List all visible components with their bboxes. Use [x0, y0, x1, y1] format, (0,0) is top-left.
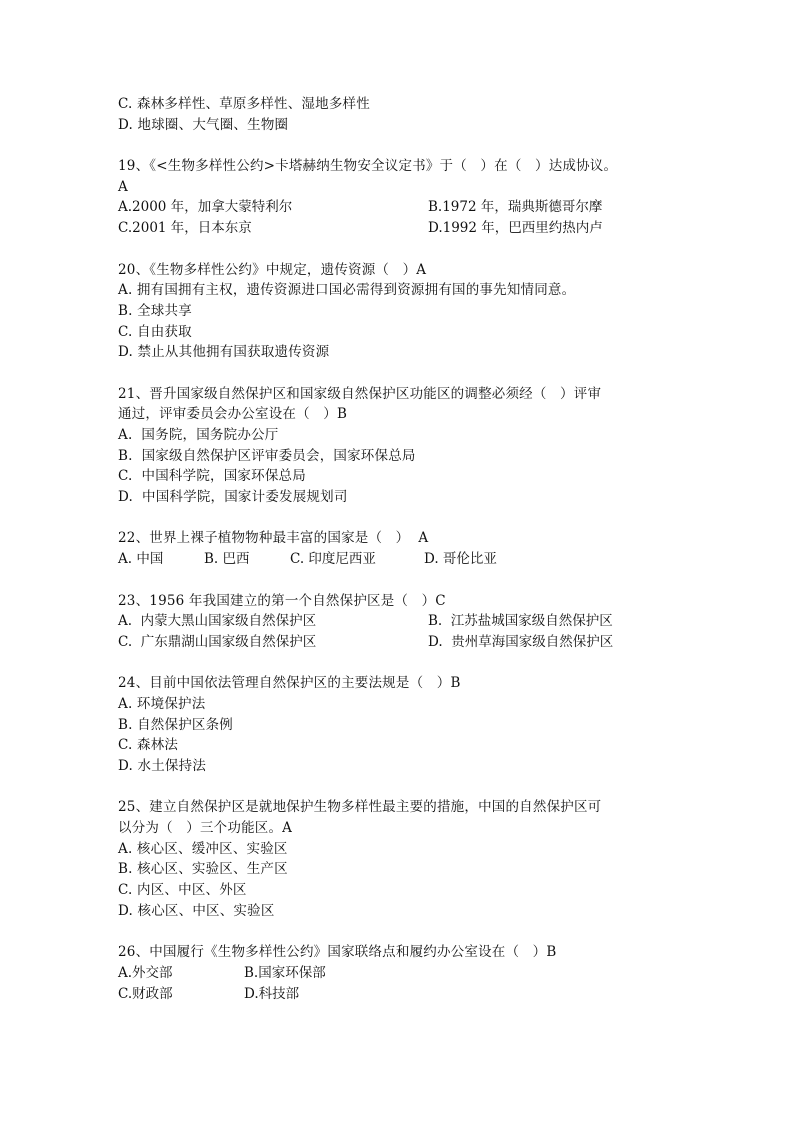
question-stem: 20、《生物多样性公约》中规定，遗传资源（ ）A [118, 261, 427, 278]
question-24 [118, 673, 698, 776]
option-c: C. 森林法 [118, 737, 179, 754]
question-19 [118, 156, 698, 239]
question-stem: 25、建立自然保护区是就地保护生物多样性最主要的措施，中国的自然保护区可 [118, 799, 602, 816]
question-26 [118, 942, 698, 1004]
option-c: C. 印度尼西亚 [290, 551, 376, 568]
question-stem: 26、中国履行《生物多样性公约》国家联络点和履约办公室设在（ ）B [118, 944, 557, 961]
option-d: D. 核心区、中区、实验区 [118, 902, 275, 919]
option-b: B. 自然保护区条例 [118, 716, 234, 733]
option-d: D. 禁止从其他拥有国获取遗传资源 [118, 344, 330, 361]
options-row [118, 197, 698, 218]
question-23 [118, 591, 698, 653]
question-stem-continued: 以分为（ ）三个功能区。A [118, 820, 293, 837]
option-d: D.1992 年，巴西里约热内卢 [428, 220, 603, 237]
option-c: C. 广东鼎湖山国家级自然保护区 [118, 633, 317, 650]
option-b: B. 国家级自然保护区评审委员会，国家环保总局 [118, 447, 416, 464]
question-stem: 23、1956 年我国建立的第一个自然保护区是（ ）C [118, 592, 446, 609]
option-b: B. 核心区、实验区、生产区 [118, 861, 288, 878]
option-c: C.2001 年，日本东京 [118, 220, 252, 237]
option-c: C. 森林多样性、草原多样性、湿地多样性 [118, 96, 370, 112]
option-c: C. 自由获取 [118, 323, 192, 340]
option-c: C.财政部 [118, 985, 173, 1002]
previous-question-options [118, 94, 698, 135]
option-a: A.外交部 [118, 964, 173, 981]
option-b: B.1972 年，瑞典斯德哥尔摩 [428, 199, 603, 216]
options-row [118, 218, 698, 239]
option-d: D. 中国科学院，国家计委发展规划司 [118, 489, 348, 506]
question-20 [118, 260, 698, 363]
option-d: D. 地球圈、大气圈、生物圈 [118, 116, 289, 133]
option-b: B.国家环保部 [244, 964, 326, 981]
option-d: D. 水土保持法 [118, 758, 207, 774]
question-stem-continued: 通过，评审委员会办公室设在（ ）B [118, 406, 348, 423]
option-b: B. 江苏盐城国家级自然保护区 [428, 613, 613, 630]
option-d: D. 贵州草海国家级自然保护区 [428, 633, 614, 650]
question-21 [118, 384, 698, 508]
document-page [118, 94, 698, 1004]
question-22 [118, 528, 698, 569]
option-a: A. 中国 [118, 551, 164, 568]
option-d: D. 哥伦比亚 [424, 551, 497, 568]
option-b: B. 全球共享 [118, 302, 192, 319]
option-a: A. 核心区、缓冲区、实验区 [118, 840, 288, 857]
options-row [118, 611, 698, 632]
question-stem: 22、世界上裸子植物物种最丰富的国家是（ ） A [118, 530, 429, 547]
question-stem: 24、目前中国依法管理自然保护区的主要法规是（ ）B [118, 675, 461, 692]
options-row [118, 632, 698, 653]
option-a: A. 国务院，国务院办公厅 [118, 427, 279, 443]
question-stem: 21、晋升国家级自然保护区和国家级自然保护区功能区的调整必须经（ ）评审 [118, 385, 602, 402]
option-c: C. 内区、中区、外区 [118, 882, 247, 899]
option-a: A. 拥有国拥有主权，遗传资源进口国必需得到资源拥有国的事先知情同意。 [118, 282, 576, 299]
question-answer: A [118, 178, 128, 195]
option-b: B. 巴西 [204, 551, 250, 568]
question-25 [118, 797, 698, 921]
option-c: C. 中国科学院，国家环保总局 [118, 468, 306, 485]
option-a: A. 环境保护法 [118, 695, 206, 712]
options-row [118, 549, 698, 570]
options-row [118, 963, 698, 984]
option-a: A.2000 年，加拿大蒙特利尔 [118, 199, 293, 216]
option-d: D.科技部 [244, 985, 300, 1002]
question-stem: 19、《<生物多样性公约>卡塔赫纳生物安全议定书》于（ ）在（ ）达成协议。 [118, 158, 618, 175]
options-row [118, 984, 698, 1005]
option-a: A. 内蒙大黑山国家级自然保护区 [118, 613, 317, 630]
